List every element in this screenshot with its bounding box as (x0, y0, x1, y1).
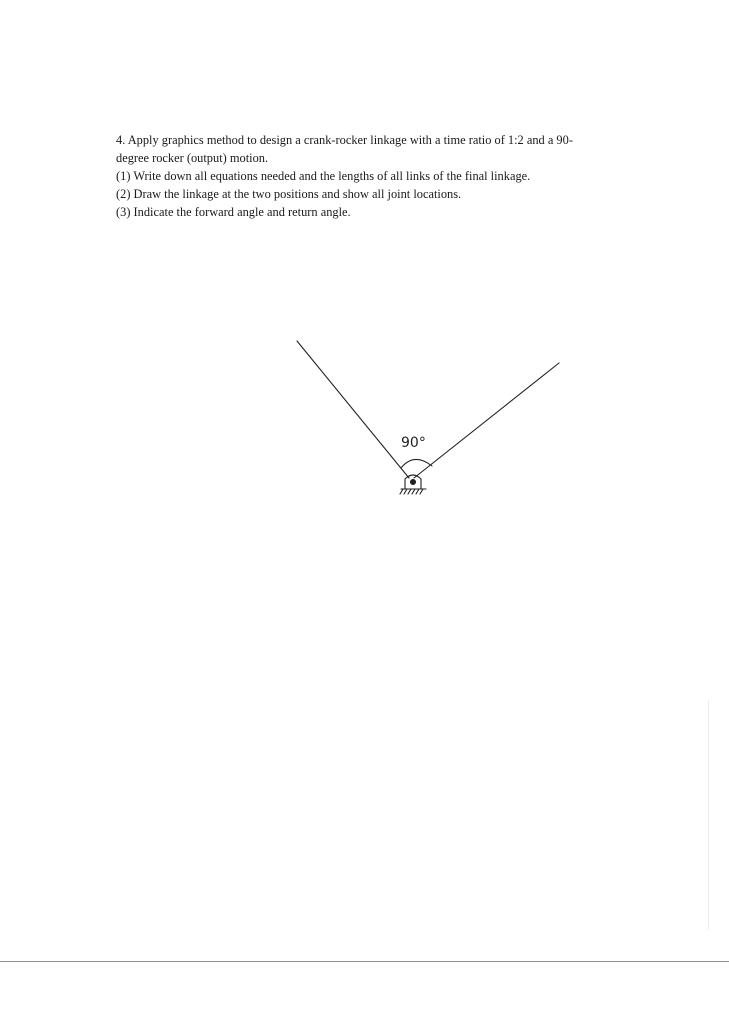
problem-part-3: (3) Indicate the forward angle and return angle. (116, 205, 351, 219)
angle-label: 90° (401, 435, 426, 451)
problem-part-1: (1) Write down all equations needed and the lengths of all links of the final linkage. (116, 169, 531, 183)
problem-intro-line-2: degree rocker (output) motion. (116, 151, 269, 165)
problem-intro-line-1: 4. Apply graphics method to design a crank-rocker linkage with a time ratio of 1:2 and a 90- (116, 133, 573, 147)
scan-side-shadow (708, 700, 709, 930)
ground-hatch-icon (400, 489, 423, 494)
rocker-left-position (297, 341, 409, 478)
problem-part-2: (2) Draw the linkage at the two positions and show all joint locations. (116, 187, 462, 201)
scan-edge-line (0, 961, 729, 962)
pivot-pin (411, 480, 416, 485)
rocker-right-position (414, 363, 559, 478)
